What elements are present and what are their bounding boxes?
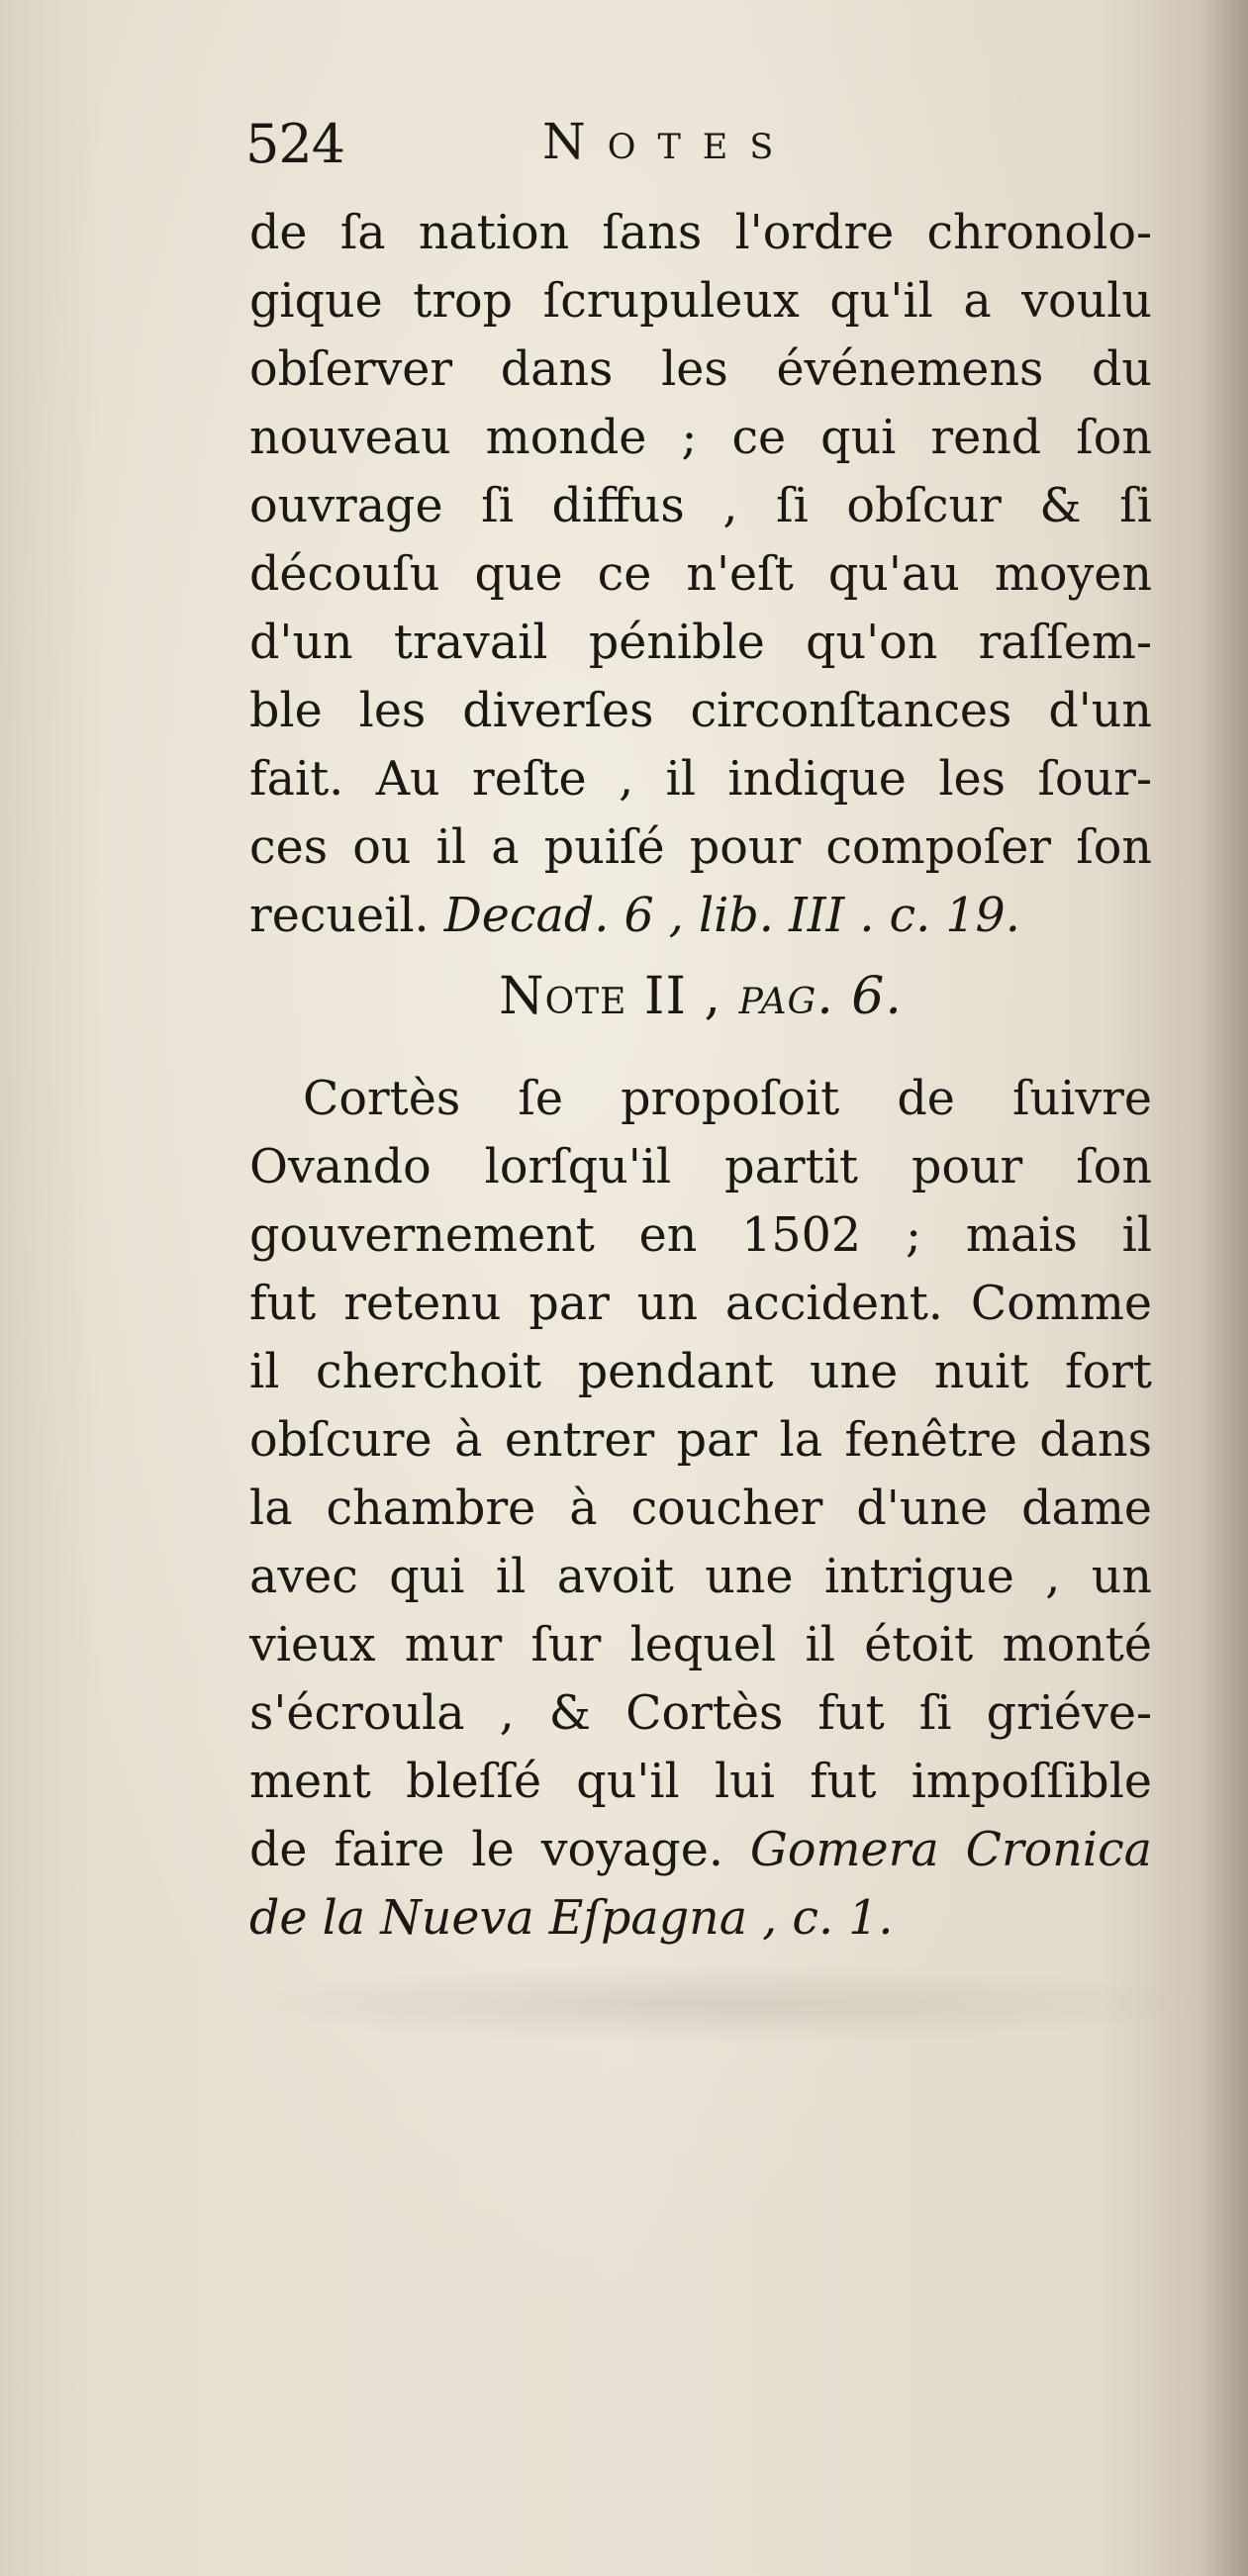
text-line: découſu que ce n'eſt qu'au moyen (249, 547, 1152, 602)
text-line-with-citation (249, 1816, 1152, 1884)
show-through-stain (238, 1964, 1207, 2044)
text-line: nouveau monde ; ce qui rend ſon (249, 411, 1152, 465)
text-line: gique trop ſcrupuleux qu'il a voulu (249, 274, 1152, 329)
running-head (245, 107, 1196, 186)
text-line: d'un travail pénible qu'on raſſem- (249, 616, 1152, 670)
text-line: obſerver dans les événemens du (249, 342, 1152, 397)
text-line: ouvrage ſi diffus , ſi obſcur & ſi (249, 479, 1152, 533)
text-line-final (249, 882, 1152, 950)
text-line: Ovando lorſqu'il partit pour ſon (249, 1140, 1152, 1194)
page-number: 524 (245, 113, 345, 175)
text-line: gouvernement en 1502 ; mais il (249, 1208, 1152, 1263)
text-line: s'écroula , & Cortès fut ſi griéve- (249, 1686, 1152, 1741)
text-line: fait. Au reſte , il indique les ſour- (249, 752, 1152, 807)
text-line: ment bleſſé qu'il lui fut impoſſible (249, 1755, 1152, 1809)
text-line: ble les diverſes circonſtances d'un (249, 684, 1152, 738)
citation-decad: Decad. 6 , lib. III . c. 19. (443, 889, 1020, 943)
text-line: obſcure à entrer par la fenêtre dans (249, 1413, 1152, 1468)
citation-nueva-espagna: de la Nueva Eſpagna , (249, 1891, 778, 1946)
citation-chapter: c. 1. (792, 1891, 894, 1946)
text-line: avec qui il avoit une intrigue , un (249, 1550, 1152, 1604)
citation-gomera: Gomera Cronica (749, 1823, 1152, 1877)
text-line: la chambre à coucher d'une dame (249, 1481, 1152, 1536)
text-line: de ſa nation ſans l'ordre chronolo- (249, 206, 1152, 260)
text-line: fut retenu par un accident. Comme (249, 1277, 1152, 1331)
paragraph-note-2 (249, 1065, 1152, 1953)
note-heading (249, 962, 1152, 1031)
penultimate-text: de faire le voyage. (249, 1823, 723, 1877)
text-line-final (249, 1884, 1152, 1953)
text-line: vieux mur ſur lequel il étoit monté (249, 1618, 1152, 1672)
text-line: Cortès ſe propoſoit de ſuivre (303, 1072, 1152, 1126)
paragraph-continued (249, 199, 1152, 950)
text-line: il cherchoit pendant une nuit fort (249, 1345, 1152, 1399)
note-heading-label: Note II , (499, 967, 722, 1026)
text-line: ces ou il a puiſé pour compoſer ſon (249, 820, 1152, 875)
running-title: Notes (542, 113, 796, 170)
note-heading-ref: pag. 6. (738, 967, 903, 1026)
final-text: recueil. (249, 889, 430, 943)
